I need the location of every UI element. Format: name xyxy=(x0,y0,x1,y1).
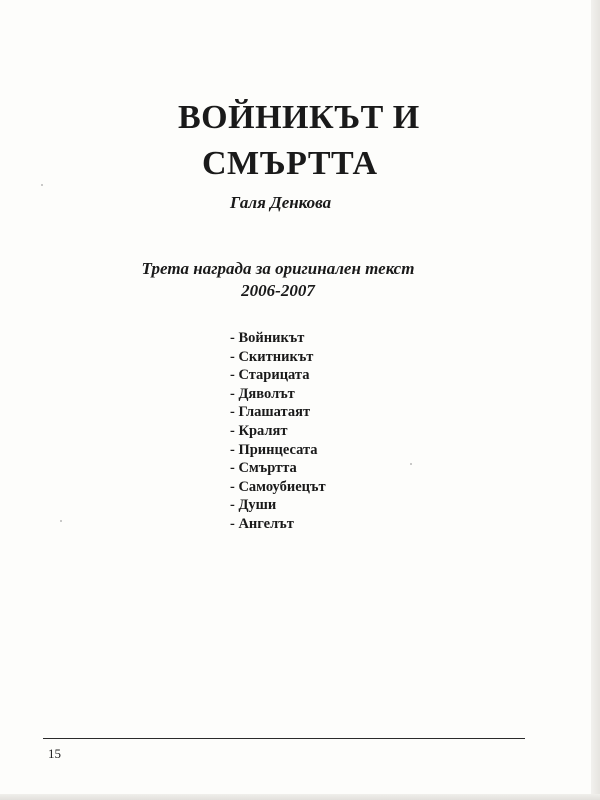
award-year: 2006-2007 xyxy=(241,281,315,300)
character-list xyxy=(230,329,326,534)
title-line: ВОЙНИКЪТ И xyxy=(178,99,420,136)
character-item: - Старицата xyxy=(230,367,310,384)
character-item: - Смъртта xyxy=(230,460,297,477)
title-line: СМЪРТТА xyxy=(202,145,378,182)
page-number: 15 xyxy=(48,746,61,761)
character-item: - Ангелът xyxy=(230,515,294,532)
character-item: - Войникът xyxy=(230,330,305,346)
character-item: - Дяволът xyxy=(230,385,295,402)
scan-speck xyxy=(41,184,43,186)
footer-rule xyxy=(43,738,525,739)
award-line: Трета награда за оригинален текст xyxy=(141,259,415,278)
character-item: - Души xyxy=(230,497,277,514)
character-item: - Глашатаят xyxy=(230,404,311,421)
page-title xyxy=(178,95,420,187)
page-edge xyxy=(0,794,600,800)
character-item: - Скитникът xyxy=(230,348,314,365)
author-name: Галя Денкова xyxy=(230,193,332,212)
character-item: - Кралят xyxy=(230,422,288,439)
scan-speck xyxy=(60,520,62,522)
character-item: - Самоубиецът xyxy=(230,478,326,495)
character-item: - Принцесата xyxy=(230,441,318,458)
page-edge xyxy=(591,0,600,800)
award-note xyxy=(123,258,433,302)
scan-speck xyxy=(410,463,412,465)
